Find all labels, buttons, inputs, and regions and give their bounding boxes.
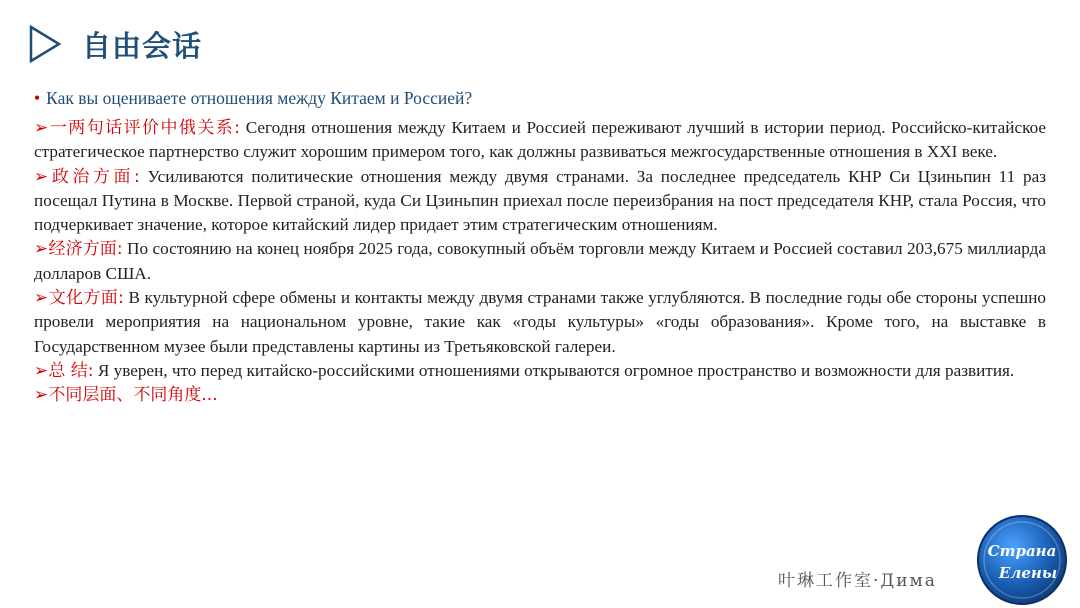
strana-eleny-logo xyxy=(976,514,1068,606)
paragraph-label: 总 结: xyxy=(48,360,94,381)
paragraph-text: Сегодня отношения между Китаем и Россией переживают лучший в истории период. Российско-китайское стратегическое партнерство служит хорошим примером того, как должны развиваться межгосударственные отношения в XXI веке. xyxy=(34,118,1047,162)
arrow-bullet-icon: ➢ xyxy=(34,385,49,405)
paragraph-culture xyxy=(34,286,1046,359)
footer-credit: 叶琳工作室·Дима xyxy=(778,571,937,591)
question-line xyxy=(34,86,1046,110)
slide-content xyxy=(34,86,1046,408)
paragraph-relations-summary xyxy=(34,116,1046,165)
paragraph-label: 经济方面: xyxy=(48,239,123,260)
paragraph-label: 不同层面、不同角度... xyxy=(48,385,218,406)
paragraph-text: Я уверен, что перед китайско-российскими отношениями открываются огромное пространство и возможности для развития. xyxy=(93,360,1015,380)
svg-text:Страна: Страна xyxy=(987,542,1057,560)
svg-text:Елены: Елены xyxy=(998,564,1058,582)
arrow-bullet-icon: ➢ xyxy=(34,360,49,380)
arrow-bullet-icon: ➢ xyxy=(34,118,49,137)
paragraph-economy xyxy=(34,237,1046,286)
paragraph-label: 一两句话评价中俄关系: xyxy=(48,118,240,138)
arrow-bullet-icon: ➢ xyxy=(34,239,49,259)
play-triangle-icon xyxy=(28,24,62,64)
paragraph-label: 政治方面: xyxy=(48,166,140,187)
paragraph-text: Усиливаются политические отношения между двумя странами. За последнее председатель КНР Си Цзиньпин 11 раз посещал Путина в Москве. Первой страной, куда Си Цзиньпин приехал после переизбрания на пост председателя КНР, стала Россия, что подчеркивает значение, которое китайский лидер придает этим стратегическим отношениям. xyxy=(34,166,1046,235)
slide-title: 自由会话 xyxy=(82,28,203,63)
paragraph-text: В культурной сфере обмены и контакты между двумя странами также углубляются. В последние годы обе стороны успешно провели мероприятия на национальном уровне, такие как «годы культуры» «годы образования». Кроме того, на выставке в Государственном музее были представлены картины из Третьяковской галереи. xyxy=(34,288,1046,356)
paragraph-conclusion xyxy=(34,359,1046,383)
question-text: Как вы оцениваете отношения между Китаем и Россией? xyxy=(46,88,473,108)
arrow-bullet-icon: ➢ xyxy=(34,288,49,308)
arrow-bullet-icon: ➢ xyxy=(34,166,49,186)
paragraph-text: По состоянию на конец ноября 2025 года, совокупный объём торговли между Китаем и Россией составил 203,675 миллиарда долларов США. xyxy=(34,239,1046,283)
slide-header xyxy=(28,22,202,66)
paragraph-politics xyxy=(34,165,1046,238)
bullet-icon: • xyxy=(34,88,41,108)
paragraph-label: 文化方面: xyxy=(48,288,124,309)
paragraph-perspectives xyxy=(34,383,1046,407)
